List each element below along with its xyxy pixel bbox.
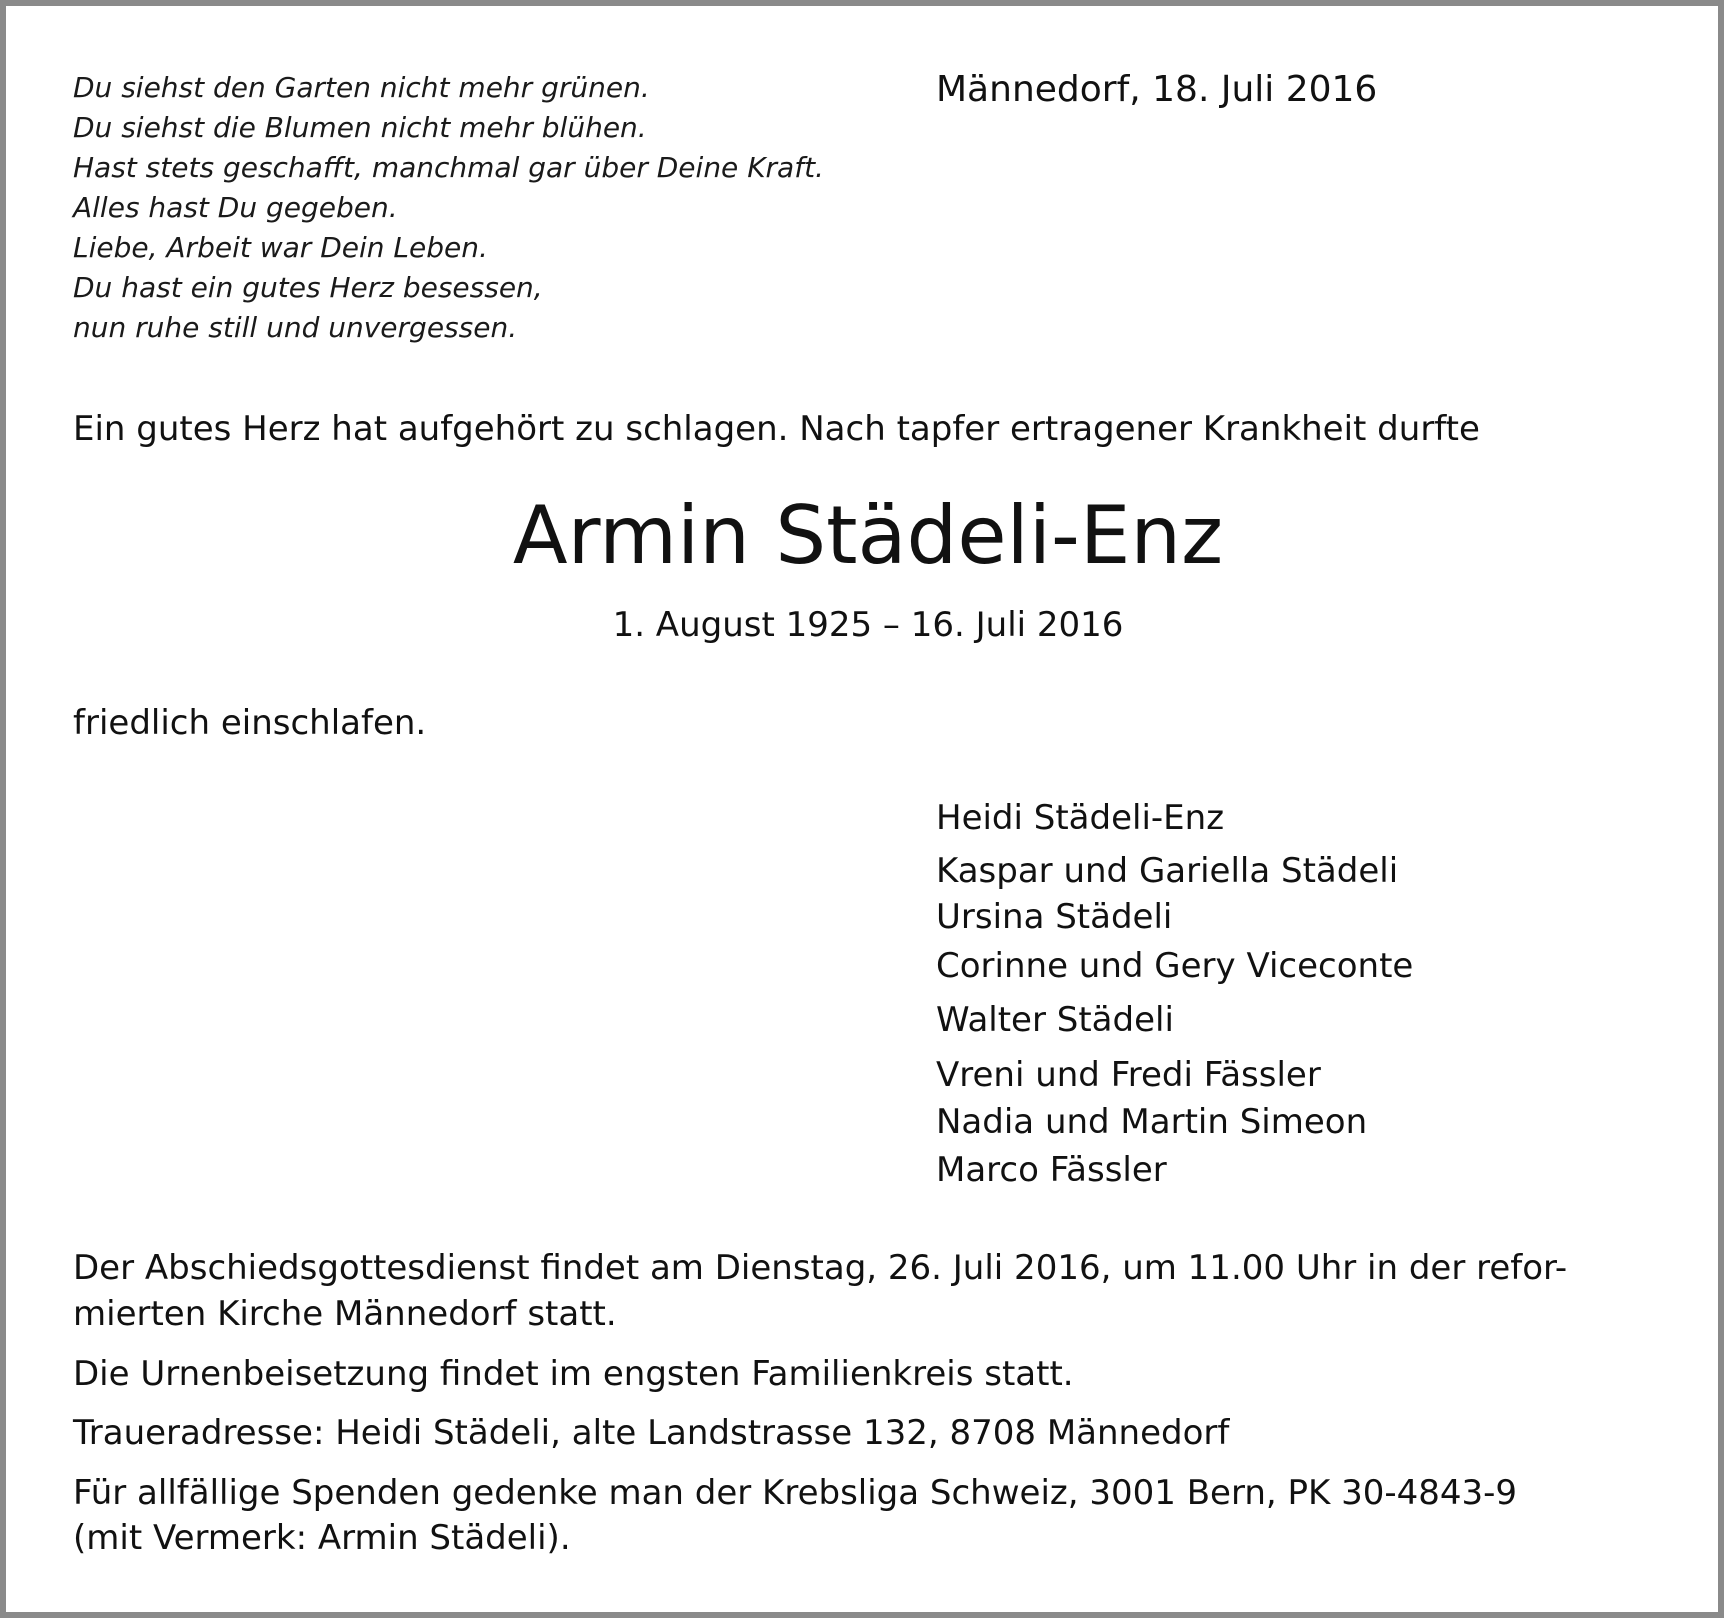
place-and-date: Männedorf, 18. Juli 2016 [936,69,1378,110]
donation-text-line: Für allfällige Spenden gedenke man der Krebsliga Schweiz, 3001 Bern, PK 30-4843-9 [73,1473,1518,1513]
memorial-poem [73,68,824,348]
poem-line: Du siehst den Garten nicht mehr grünen. [73,71,650,104]
mourner-name: Ursina Städeli [936,897,1173,937]
mourner-name: Walter Städeli [936,1000,1174,1040]
donation-text-line: (mit Vermerk: Armin Städeli). [73,1518,571,1558]
urn-burial-text: Die Urnenbeisetzung findet im engsten Familienkreis statt. [73,1354,1074,1394]
life-dates: 1. August 1925 – 16. Juli 2016 [612,605,1124,645]
mourner-name: Corinne und Gery Viceconte [936,946,1414,986]
poem-line: Alles hast Du gegeben. [73,191,398,224]
poem-line: Hast stets geschafft, manchmal gar über Deine Kraft. [73,151,824,184]
poem-line: Du hast ein gutes Herz besessen, [73,271,543,304]
mourner-name: Heidi Städeli-Enz [936,798,1225,838]
poem-line: nun ruhe still und unvergessen. [73,311,518,344]
mourner-name: Vreni und Fredi Fässler [936,1055,1321,1095]
deceased-name: Armin Städeli-Enz [512,489,1224,582]
mourning-address: Traueradresse: Heidi Städeli, alte Landstrasse 132, 8708 Männedorf [73,1413,1230,1453]
service-text-line: mierten Kirche Männedorf statt. [73,1294,617,1334]
mourner-name: Kaspar und Gariella Städeli [936,851,1399,891]
poem-line: Liebe, Arbeit war Dein Leben. [73,231,488,264]
mourner-name: Nadia und Martin Simeon [936,1102,1368,1142]
intro-text: Ein gutes Herz hat aufgehört zu schlagen. Nach tapfer ertragener Krankheit durfte [73,409,1480,449]
poem-line: Du siehst die Blumen nicht mehr blühen. [73,111,647,144]
service-text-line: Der Abschiedsgottesdienst findet am Dienstag, 26. Juli 2016, um 11.00 Uhr in der refor- [73,1248,1568,1288]
closing-text: friedlich einschlafen. [73,703,427,743]
mourner-name: Marco Fässler [936,1150,1167,1190]
